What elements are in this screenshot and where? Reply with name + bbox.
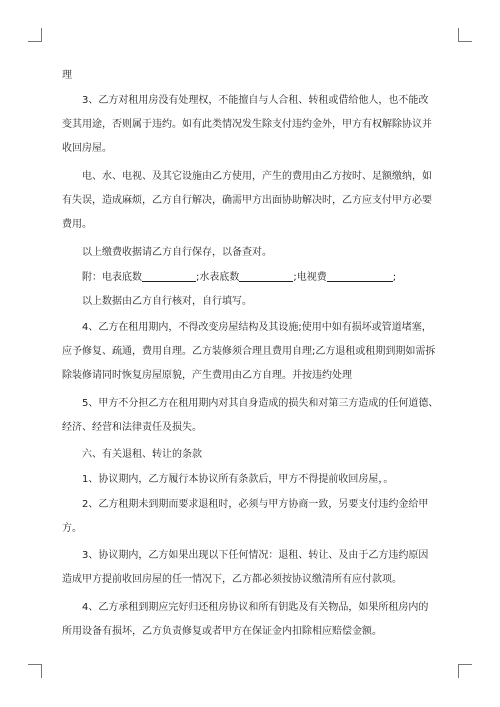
electric-meter-blank — [142, 269, 196, 282]
paragraph-meter-readings: 附：电表底数 ;水表底数 ;电视费 ; — [62, 266, 440, 290]
water-meter-blank — [239, 269, 293, 282]
paragraph-clause-3: 3、乙方对租用房没有处理权，不能擅自与人合租、转租或借给他人，也不能改 变其用途，否则属于违约。如有此类情况发生除支付违约金外，甲方有权解除协议并 收回房屋。 — [62, 95, 432, 154]
paragraph-term-4: 4、乙方承租到期应完好归还租房协议和所有钥匙及有关物品，如果所租房内的 所用设备有损坏，乙方负责修复或者甲方在保证金内扣除相应赔偿金额。 — [62, 602, 429, 637]
tv-fee-blank — [327, 269, 393, 282]
paragraph-receipts: 以上缴费收据请乙方自行保存，以备查对。 — [62, 247, 272, 258]
paragraph-clause-4: 4、乙方在租用期内，不得改变房屋结构及其设施;使用中如有损坏或管道堵塞， 应予修复、疏通，费用自理。乙方装修须合理且费用自理;乙方退租或租期到期如需拆 除装修请同时恢复房屋原貌，产生费用由乙方自理。并按违约处理 — [62, 322, 436, 381]
paragraph-term-3: 3、协议期内，乙方如果出现以下任何情况：退租、转让、及由于乙方违约原因 造成甲方提前收回房屋的任一情况下，乙方都必须按协议缴清所有应付款项。 — [62, 550, 429, 585]
paragraph-continuation: 理 — [62, 70, 72, 81]
paragraph-clause-5: 5、甲方不分担乙方在租用期内对其自身造成的损失和对第三方造成的任何道德、 经济、经营和法律责任及损失。 — [62, 398, 439, 433]
section-heading-six: 六、有关退租、转让的条款 — [62, 449, 202, 460]
paragraph-self-check: 以上数据由乙方自行核对，自行填写。 — [62, 296, 252, 307]
paragraph-term-1: 1、协议期内，乙方履行本协议所有条款后，甲方不得提前收回房屋，。 — [62, 474, 394, 485]
paragraph-term-2: 2、乙方租期未到期而要求退租时，必须与甲方协商一致，另要支付违约金给甲 方。 — [62, 499, 429, 534]
paragraph-utilities: 电、水、电视、及其它设施由乙方使用，产生的费用由乙方按时、足额缴纳，如 有失误，造成麻烦，乙方自行解决，确需甲方出面协助解决时，乙方应支付甲方必要 费用。 — [62, 171, 432, 230]
